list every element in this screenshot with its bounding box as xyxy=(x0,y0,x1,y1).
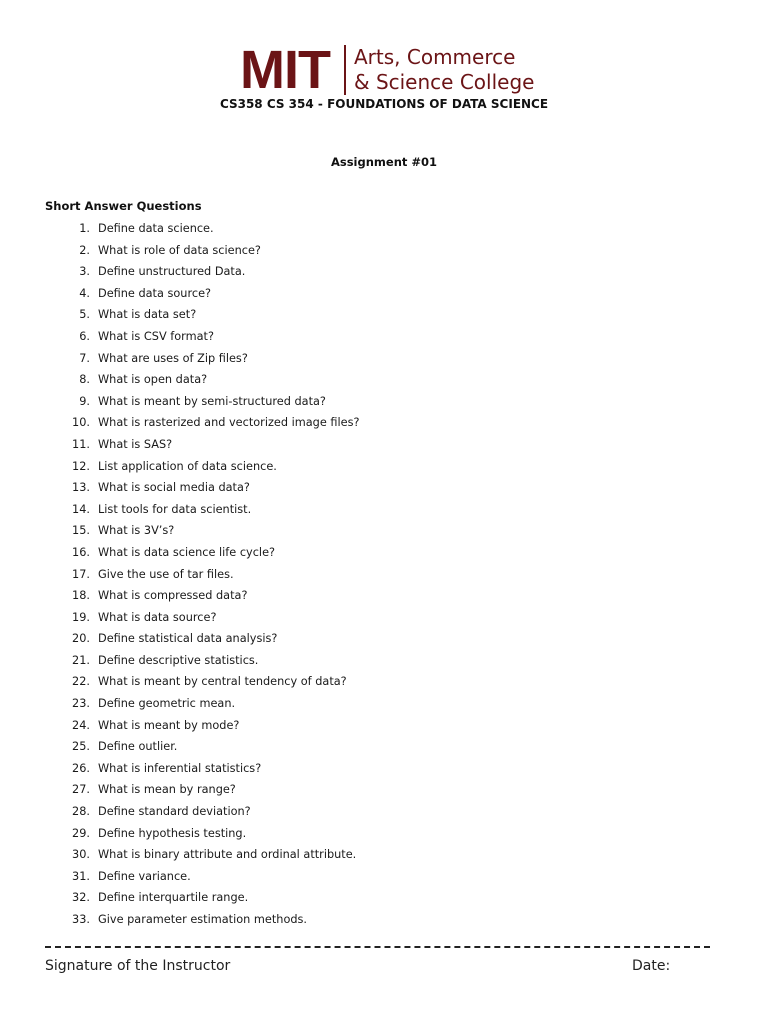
question-number: 25. xyxy=(72,740,90,754)
question-item xyxy=(45,736,359,758)
question-number: 20. xyxy=(72,632,90,646)
question-text: What is meant by central tendency of data? xyxy=(98,675,347,689)
question-item xyxy=(45,477,359,499)
question-item xyxy=(45,715,359,737)
question-text: What is mean by range? xyxy=(98,783,236,797)
question-text: What is meant by semi-structured data? xyxy=(98,394,326,408)
question-number: 32. xyxy=(72,891,90,905)
question-item xyxy=(45,520,359,542)
logo-college-name xyxy=(354,45,534,95)
question-text: What is data source? xyxy=(98,610,217,624)
question-text: List application of data science. xyxy=(98,459,277,473)
question-text: Define statistical data analysis? xyxy=(98,632,278,646)
question-item xyxy=(45,326,359,348)
question-item xyxy=(45,671,359,693)
question-item xyxy=(45,823,359,845)
question-item xyxy=(45,564,359,586)
question-text: Define hypothesis testing. xyxy=(98,826,247,840)
question-item xyxy=(45,456,359,478)
question-item xyxy=(45,779,359,801)
question-number: 13. xyxy=(72,481,90,495)
question-number: 26. xyxy=(72,761,90,775)
question-number: 4. xyxy=(79,286,90,300)
question-text: Define data science. xyxy=(98,222,214,235)
question-text: Define data source? xyxy=(98,286,212,300)
question-text: What is meant by mode? xyxy=(98,718,240,732)
question-item xyxy=(45,499,359,521)
question-text: What is role of data science? xyxy=(98,243,261,257)
question-number: 17. xyxy=(72,567,90,581)
date-label: Date: xyxy=(632,958,671,974)
question-item xyxy=(45,391,359,413)
question-text: List tools for data scientist. xyxy=(98,502,252,516)
question-text: What is 3V’s? xyxy=(98,524,175,538)
question-text: Give parameter estimation methods. xyxy=(98,913,308,926)
question-text: Define variance. xyxy=(98,869,191,883)
college-logo xyxy=(240,40,535,100)
question-item xyxy=(45,844,359,866)
question-item xyxy=(45,348,359,370)
question-text: What is compressed data? xyxy=(98,589,248,603)
question-number: 31. xyxy=(72,869,90,883)
logo-mark: MIT xyxy=(240,40,330,100)
assignment-title: Assignment #01 xyxy=(330,155,438,169)
question-item xyxy=(45,887,359,909)
question-number: 14. xyxy=(72,502,90,516)
question-item xyxy=(45,240,359,262)
question-text: Define geometric mean. xyxy=(98,697,236,711)
question-number: 29. xyxy=(72,826,90,840)
question-number: 3. xyxy=(79,265,90,279)
question-number: 16. xyxy=(72,545,90,559)
question-number: 22. xyxy=(72,675,90,689)
question-number: 21. xyxy=(72,653,90,667)
signature-label: Signature of the Instructor xyxy=(45,958,231,974)
question-number: 6. xyxy=(79,329,90,343)
logo-line-2: & Science College xyxy=(353,70,535,94)
question-text: What is SAS? xyxy=(98,437,173,451)
question-number: 10. xyxy=(72,416,90,430)
question-text: Define unstructured Data. xyxy=(98,265,246,279)
question-number: 28. xyxy=(72,805,90,819)
question-item xyxy=(45,261,359,283)
question-item xyxy=(45,412,359,434)
divider-line xyxy=(45,946,710,948)
logo-divider xyxy=(344,45,346,95)
question-text: What is binary attribute and ordinal attribute. xyxy=(98,848,357,862)
question-item xyxy=(45,542,359,564)
question-number: 30. xyxy=(72,848,90,862)
question-text: Define outlier. xyxy=(98,740,178,754)
question-text: What is data science life cycle? xyxy=(98,545,276,559)
question-item xyxy=(45,909,359,931)
question-text: Give the use of tar files. xyxy=(98,567,234,581)
question-item xyxy=(45,369,359,391)
question-text: Define interquartile range. xyxy=(98,891,249,905)
question-number: 19. xyxy=(72,610,90,624)
question-item xyxy=(45,607,359,629)
question-number: 15. xyxy=(72,524,90,538)
question-text: What is CSV format? xyxy=(98,329,214,343)
question-text: What is rasterized and vectorized image files? xyxy=(98,416,360,430)
question-number: 33. xyxy=(72,913,90,926)
question-item xyxy=(45,866,359,888)
question-number: 11. xyxy=(72,437,90,451)
question-item xyxy=(45,801,359,823)
question-item xyxy=(45,628,359,650)
question-number: 2. xyxy=(79,243,90,257)
question-number: 1. xyxy=(79,222,90,235)
question-item xyxy=(45,758,359,780)
question-item xyxy=(45,218,359,240)
course-title: CS358 CS 354 - FOUNDATIONS OF DATA SCIENCE xyxy=(219,97,549,111)
question-text: What is open data? xyxy=(98,373,208,387)
question-item xyxy=(45,693,359,715)
question-number: 9. xyxy=(79,394,90,408)
logo-line-1: Arts, Commerce xyxy=(353,45,516,69)
question-number: 24. xyxy=(72,718,90,732)
question-text: What is social media data? xyxy=(98,481,250,495)
question-number: 5. xyxy=(79,308,90,322)
question-number: 12. xyxy=(72,459,90,473)
question-text: What is data set? xyxy=(98,308,197,322)
question-text: What is inferential statistics? xyxy=(98,761,262,775)
question-item xyxy=(45,434,359,456)
question-number: 18. xyxy=(72,589,90,603)
question-text: Define descriptive statistics. xyxy=(98,653,259,667)
question-item xyxy=(45,650,359,672)
section-heading: Short Answer Questions xyxy=(45,199,202,213)
question-number: 8. xyxy=(79,373,90,387)
question-item xyxy=(45,283,359,305)
question-item xyxy=(45,304,359,326)
question-number: 23. xyxy=(72,697,90,711)
question-text: What are uses of Zip files? xyxy=(98,351,248,365)
question-item xyxy=(45,585,359,607)
question-number: 27. xyxy=(72,783,90,797)
question-number: 7. xyxy=(79,351,90,365)
question-text: Define standard deviation? xyxy=(98,805,251,819)
question-list xyxy=(45,218,359,931)
